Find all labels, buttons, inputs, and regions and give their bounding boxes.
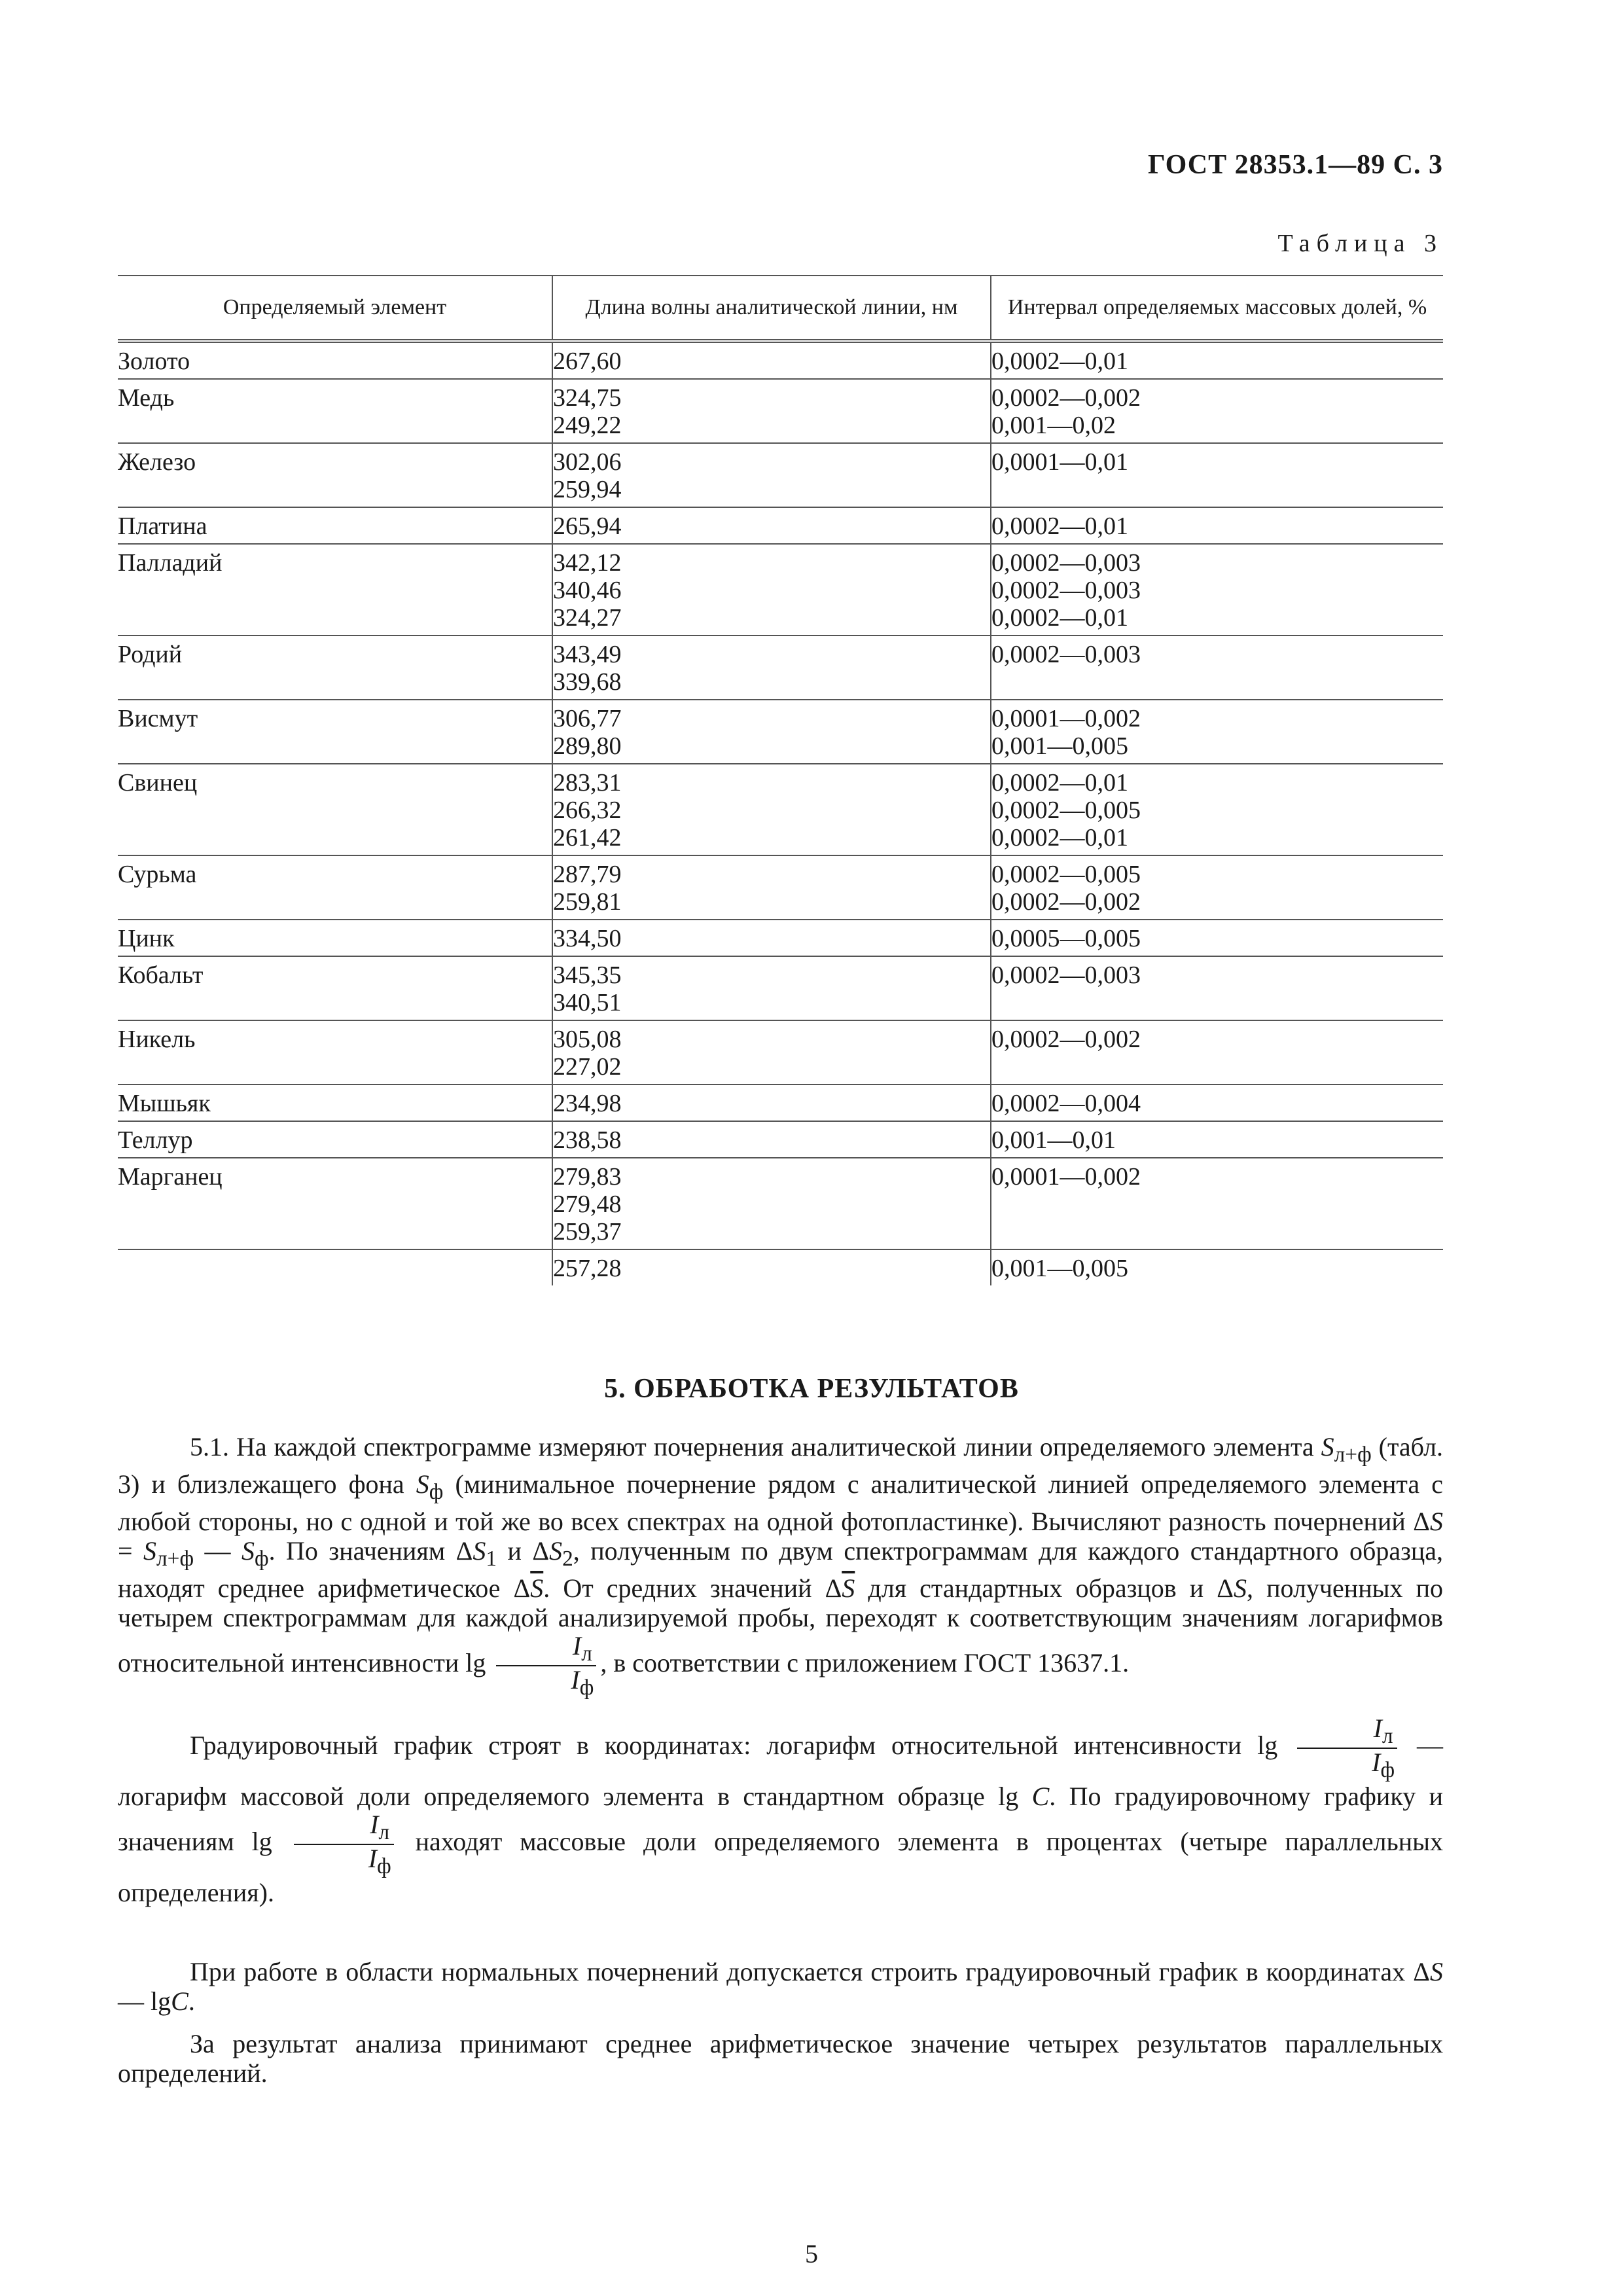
wavelength-value: 259,81 [553,888,622,916]
mass-fraction-range-cell [991,956,1443,1020]
table-row [118,1249,1443,1285]
wavelength-cell [552,379,991,443]
mass-fraction-range-cell [991,1020,1443,1085]
table-header-row [118,276,1443,341]
table-row [118,443,1443,507]
wavelength-value: 289,80 [553,732,622,760]
table-row [118,341,1443,379]
wavelength-value: 227,02 [553,1053,622,1081]
wavelength-cell [552,443,991,507]
element-name-cell: Марганец [118,1163,223,1191]
mass-fraction-range-cell [991,1121,1443,1158]
mass-fraction-range-cell [991,636,1443,700]
wavelength-cell [552,920,991,956]
section-title: 5. ОБРАБОТКА РЕЗУЛЬТАТОВ [604,1374,1019,1404]
wavelength-cell [552,1121,991,1158]
range-value: 0,0002—0,002 [991,384,1141,412]
wavelength-value: 342,12 [553,549,622,577]
mass-fraction-range-cell [991,700,1443,764]
range-value: 0,0002—0,002 [991,888,1141,916]
wavelength-value: 283,31 [553,769,622,797]
table-body [118,341,1443,1285]
element-name-cell: Цинк [118,925,175,952]
range-value: 0,0002—0,003 [991,641,1141,668]
wavelength-value: 249,22 [553,412,622,439]
wavelength-cell [552,1085,991,1121]
column-header-element: Определяемый элемент [223,295,447,319]
table-row [118,1121,1443,1158]
mass-fraction-range-cell [991,1158,1443,1249]
table-row [118,700,1443,764]
wavelength-cell [552,341,991,379]
table-row [118,507,1443,544]
element-name-cell: Медь [118,384,175,412]
wavelength-cell [552,636,991,700]
range-value: 0,0005—0,005 [991,925,1141,952]
table-row [118,764,1443,855]
wavelength-value: 257,28 [553,1255,622,1282]
page-number: 5 [805,2239,818,2269]
element-name-cell: Никель [118,1026,196,1053]
element-name-cell: Кобальт [118,961,204,989]
range-value: 0,0002—0,003 [991,549,1141,577]
mass-fraction-range-cell [991,443,1443,507]
wavelength-value: 287,79 [553,861,622,888]
range-value: 0,001—0,02 [991,412,1116,439]
wavelength-value: 324,75 [553,384,622,412]
mass-fraction-range-cell [991,920,1443,956]
range-value: 0,0001—0,002 [991,1163,1141,1191]
table-row [118,379,1443,443]
range-value: 0,0002—0,002 [991,1026,1141,1053]
range-value: 0,0002—0,01 [991,604,1128,632]
wavelength-value: 279,48 [553,1191,622,1218]
wavelength-cell [552,855,991,920]
wavelength-value: 334,50 [553,925,622,952]
range-value: 0,0002—0,01 [991,512,1128,540]
range-value: 0,0002—0,003 [991,961,1141,989]
wavelength-value: 345,35 [553,961,622,989]
mass-fraction-range-cell [991,1249,1443,1285]
range-value: 0,0002—0,003 [991,577,1141,604]
wavelength-value: 259,37 [553,1218,622,1246]
mass-fraction-range-cell [991,544,1443,636]
range-value: 0,0002—0,01 [991,824,1128,852]
paragraph-normal-blackening: При работе в области нормальных почернений допускается строить градуировочный график в координатах ΔS — lgC. [118,1957,1443,2016]
wavelength-value: 302,06 [553,448,622,476]
intensity-ratio-fraction: $\frac{I_л}{I_ф}$ [496,1632,596,1699]
table-row [118,1158,1443,1249]
mass-fraction-range-cell [991,341,1443,379]
mass-fraction-range-cell [991,855,1443,920]
wavelength-value: 238,58 [553,1126,622,1154]
element-name-cell: Теллур [118,1126,193,1154]
wavelength-value: 267,60 [553,348,622,375]
range-value: 0,0002—0,004 [991,1090,1141,1117]
element-name-cell: Сурьма [118,861,197,888]
wavelength-cell [552,764,991,855]
wavelength-cell [552,1249,991,1285]
element-name-cell: Золото [118,348,190,375]
range-value: 0,001—0,01 [991,1126,1116,1154]
range-value: 0,0001—0,002 [991,705,1141,732]
table-row [118,956,1443,1020]
document-header: ГОСТ 28353.1—89 С. 3 [1147,150,1443,180]
table-label: Таблица 3 [1277,230,1443,257]
range-value: 0,0002—0,005 [991,861,1141,888]
wavelength-value: 340,51 [553,989,622,1016]
wavelength-cell [552,700,991,764]
element-name-cell: Родий [118,641,183,668]
range-value: 0,0001—0,01 [991,448,1128,476]
wavelength-value: 234,98 [553,1090,622,1117]
column-header-wavelength: Длина волны аналитической линии, нм [552,276,991,341]
paragraph-5-1: 5.1. На каждой спектрограмме измеряют почернения аналитической линии определяемого элемента $S_{л+ф}$ (табл. 3) и близлежащего фона $S_ф$ (минимальное почернение рядом с аналитической линией определяемого элемента с любой стороны, но с одной и той же во всех спектрах на одной фотопластинке). Вычисляют разность почернений $\Delta S = S_{л+ф}$ — $S_ф$. По значениям $\Delta S_1$ и $\Delta S_2$, полученным по двум спектрограммам для каждого стандартного образца, находят среднее арифметическое $\Delta\overline{S}$. От средних значений $\Delta\overline{S}$ для стандартных образцов и ΔS, полученных по четырем спектрограммам для каждой анализируемой пробы, переходят к соответствующим значениям логарифмов относительной интенсивности lg $\frac{I_л}{I_ф}$ , в соответствии с приложением ГОСТ 13637.1. [118,1432,1444,1700]
wavelength-value: 340,46 [553,577,622,604]
element-name-cell: Висмут [118,705,198,732]
mass-fraction-range-cell [991,379,1443,443]
table-row [118,636,1443,700]
wavelength-value: 259,94 [553,476,622,503]
range-value: 0,001—0,005 [991,1255,1128,1282]
intensity-ratio-fraction: $\frac{I_л}{I_ф}$ [1297,1715,1397,1782]
element-name-cell: Свинец [118,769,198,797]
element-name-cell: Железо [118,448,196,476]
range-value: 0,0002—0,01 [991,769,1128,797]
wavelength-cell [552,1158,991,1249]
wavelength-value: 305,08 [553,1026,622,1053]
wavelength-value: 343,49 [553,641,622,668]
wavelength-value: 261,42 [553,824,622,852]
wavelength-value: 279,83 [553,1163,622,1191]
wavelength-cell [552,1020,991,1085]
spectral-lines-table [118,275,1443,1285]
wavelength-value: 265,94 [553,512,622,540]
element-name-cell: Мышьяк [118,1090,211,1117]
wavelength-cell [552,956,991,1020]
table-row [118,544,1443,636]
paragraph-result: За результат анализа принимают среднее арифметическое значение четырех результатов параллельных определений. [118,2029,1443,2088]
element-name-cell: Платина [118,512,207,540]
wavelength-value: 324,27 [553,604,622,632]
element-name-cell: Палладий [118,549,223,577]
paragraph-calibration: Градуировочный график строят в координатах: логарифм относительной интенсивности lg $\frac{I_л}{I_ф}$ — логарифм массовой доли определяемого элемента в стандартном образце lg C. По градуировочному графику и значениям lg $\frac{I_л}{I_ф}$ находят массовые доли определяемого элемента в процентах (четыре параллельных определения). [118,1713,1444,1907]
range-value: 0,0002—0,01 [991,348,1128,375]
table-row [118,920,1443,956]
range-value: 0,001—0,005 [991,732,1128,760]
column-header-range: Интервал определяемых массовых долей, % [991,276,1443,341]
mass-fraction-range-cell [991,507,1443,544]
range-value: 0,0002—0,005 [991,797,1141,824]
mass-fraction-range-cell [991,1085,1443,1121]
wavelength-value: 266,32 [553,797,622,824]
wavelength-cell [552,507,991,544]
table-row [118,855,1443,920]
wavelength-cell [552,544,991,636]
mass-fraction-range-cell [991,764,1443,855]
intensity-ratio-fraction: $\frac{I_л}{I_ф}$ [294,1811,394,1878]
table-row [118,1085,1443,1121]
table-row [118,1020,1443,1085]
wavelength-value: 306,77 [553,705,622,732]
element-name-cell [118,1249,552,1285]
wavelength-value: 339,68 [553,668,622,696]
